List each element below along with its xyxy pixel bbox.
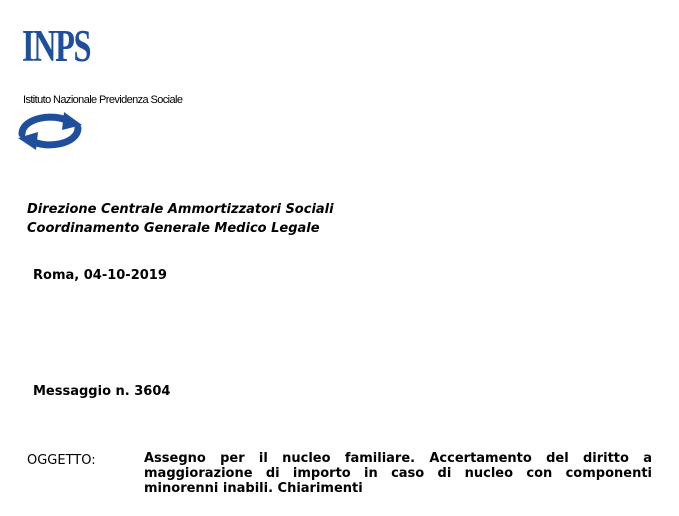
inps-arrows-emblem-icon xyxy=(14,110,86,152)
subject-label: OGGETTO: xyxy=(27,453,96,468)
subject-text: Assegno per il nucleo familiare. Accertamento del diritto a maggiorazione di importo in caso di nucleo con componenti minorenni inabili. Chiarimenti xyxy=(144,451,652,496)
logo-subtitle: Istituto Nazionale Previdenza Sociale xyxy=(23,94,183,106)
date-line: Roma, 04-10-2019 xyxy=(33,268,167,283)
inps-logo xyxy=(22,21,242,154)
department-line-1: Direzione Centrale Ammortizzatori Sociali xyxy=(27,202,334,217)
logo-wordmark: INPS xyxy=(22,21,91,71)
department-heading xyxy=(27,200,334,238)
message-number: Messaggio n. 3604 xyxy=(33,384,171,399)
department-line-2: Coordinamento Generale Medico Legale xyxy=(27,221,320,236)
